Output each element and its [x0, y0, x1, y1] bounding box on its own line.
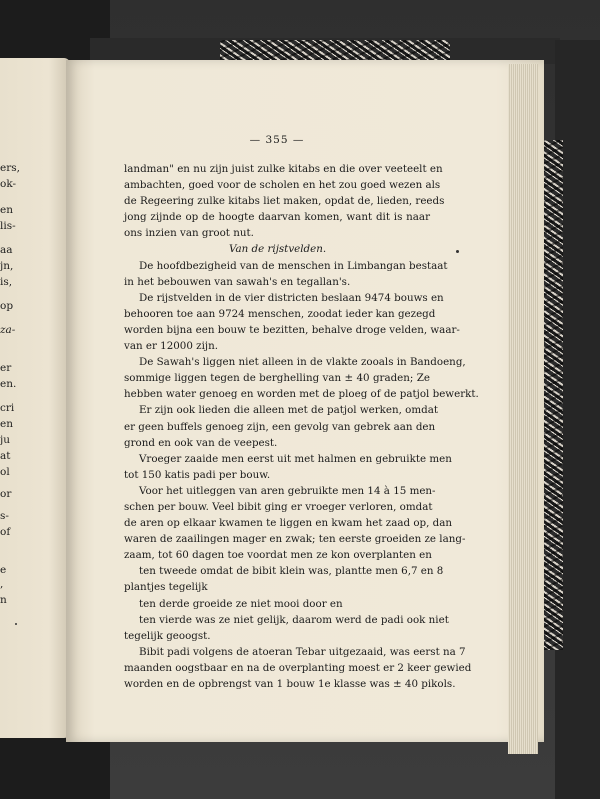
- text-line: Van de rijstvelden.: [229, 243, 327, 256]
- text-line: Bibit padi volgens de atoeran Tebar uitgezaaid, was eerst na 7: [139, 645, 466, 658]
- page-text: [124, 134, 479, 692]
- text-line: jong zijnde op de hoogte daarvan komen, want dit is naar: [124, 211, 430, 224]
- text-line: worden bijna een bouw te bezitten, behalve droge velden, waar-: [124, 323, 460, 336]
- left-page-fragment: ers,: [0, 162, 20, 174]
- left-page-fragment: ,: [0, 578, 4, 590]
- text-line: grond en ook van de veepest.: [124, 436, 278, 449]
- text-line: tot 150 katis padi per bouw.: [124, 468, 271, 481]
- text-line: schen per bouw. Veel bibit ging er vroeger verloren, omdat: [124, 500, 433, 513]
- left-page-fragment: za-: [0, 324, 16, 336]
- left-page-fragment: en: [0, 418, 13, 430]
- text-line: tegelijk geoogst.: [124, 629, 211, 642]
- text-line: van er 12000 zijn.: [124, 340, 218, 353]
- text-line: worden en de opbrengst van 1 bouw 1e klasse was ± 40 pikols.: [124, 678, 456, 690]
- text-line: behooren toe aan 9724 menschen, zoodat ieder kan gezegd: [124, 307, 436, 320]
- text-line: Voor het uitleggen van aren gebruikte men 14 à 15 men-: [139, 484, 436, 497]
- ink-speck: [456, 250, 459, 253]
- text-line: ambachten, goed voor de scholen en het zou goed wezen als: [124, 179, 441, 192]
- left-page-fragment: aa: [0, 244, 13, 256]
- left-page-fragment: e: [0, 564, 7, 576]
- left-page-fragment: at: [0, 450, 11, 462]
- left-page-fragment: of: [0, 526, 11, 538]
- text-line: ons inzien van groot nut.: [124, 227, 254, 240]
- left-page-fragment: ok-: [0, 178, 17, 190]
- text-line: Vroeger zaaide men eerst uit met halmen en gebruikte men: [139, 452, 452, 465]
- left-page-fragment: en.: [0, 378, 17, 390]
- text-line: Er zijn ook lieden die alleen met de patjol werken, omdat: [139, 404, 439, 417]
- left-page-fragment: jn,: [0, 260, 14, 272]
- text-line: de Regeering zulke kitabs liet maken, opdat de, lieden, reeds: [124, 195, 445, 208]
- left-page-fragment: lis-: [0, 220, 16, 232]
- text-line: plantjes tegelijk: [124, 581, 208, 594]
- text-line: ten tweede omdat de bibit klein was, plantte men 6,7 en 8: [139, 565, 444, 578]
- left-page-fragment: en: [0, 204, 13, 216]
- text-line: zaam, tot 60 dagen toe voordat men ze kon overplanten en: [124, 549, 432, 562]
- text-line: in het bebouwen van sawah's en tegallan's.: [124, 275, 351, 288]
- text-line: ten vierde was ze niet gelijk, daarom werd de padi ook niet: [139, 613, 449, 626]
- text-line: landman" en nu zijn juist zulke kitabs en die over veeteelt en: [124, 163, 443, 175]
- left-page: [0, 58, 70, 738]
- left-page-fragment: cri: [0, 402, 15, 414]
- left-page-fragment: er: [0, 362, 12, 374]
- left-page-fragment: or: [0, 488, 12, 500]
- page-edges: [508, 64, 538, 754]
- text-line: ten derde groeide ze niet mooi door en: [139, 597, 343, 610]
- text-line: De rijstvelden in de vier districten beslaan 9474 bouws en: [139, 291, 444, 304]
- left-page-fragment: is,: [0, 276, 13, 288]
- text-line: De Sawah's liggen niet alleen in de vlakte zooals in Bandoeng,: [139, 356, 466, 369]
- text-line: er geen buffels genoeg zijn, een gevolg van gebrek aan den: [124, 420, 436, 433]
- left-page-fragment: ol: [0, 466, 10, 478]
- text-line: hebben water genoeg en worden met de ploeg of de patjol bewerkt.: [124, 388, 479, 401]
- page-number: — 355 —: [249, 134, 305, 146]
- ink-speck: [15, 623, 17, 625]
- text-lines: [124, 161, 479, 692]
- text-line: waren de zaailingen mager en zwak; ten eerste groeiden ze lang-: [124, 533, 466, 546]
- left-page-fragment: n: [0, 594, 7, 606]
- marbled-endpaper-top: [220, 40, 450, 60]
- text-line: maanden oogstbaar en na de overplanting moest er 2 keer gewied: [124, 661, 472, 674]
- left-page-fragment: op: [0, 300, 14, 312]
- text-line: de aren op elkaar kwamen te liggen en kwam het zaad op, dan: [124, 517, 453, 530]
- left-page-fragment: s-: [0, 510, 9, 522]
- text-line: sommige liggen tegen de berghelling van ± 40 graden; Ze: [124, 372, 430, 385]
- left-page-fragment: ju: [0, 434, 11, 446]
- text-line: De hoofdbezigheid van de menschen in Limbangan bestaat: [139, 259, 448, 272]
